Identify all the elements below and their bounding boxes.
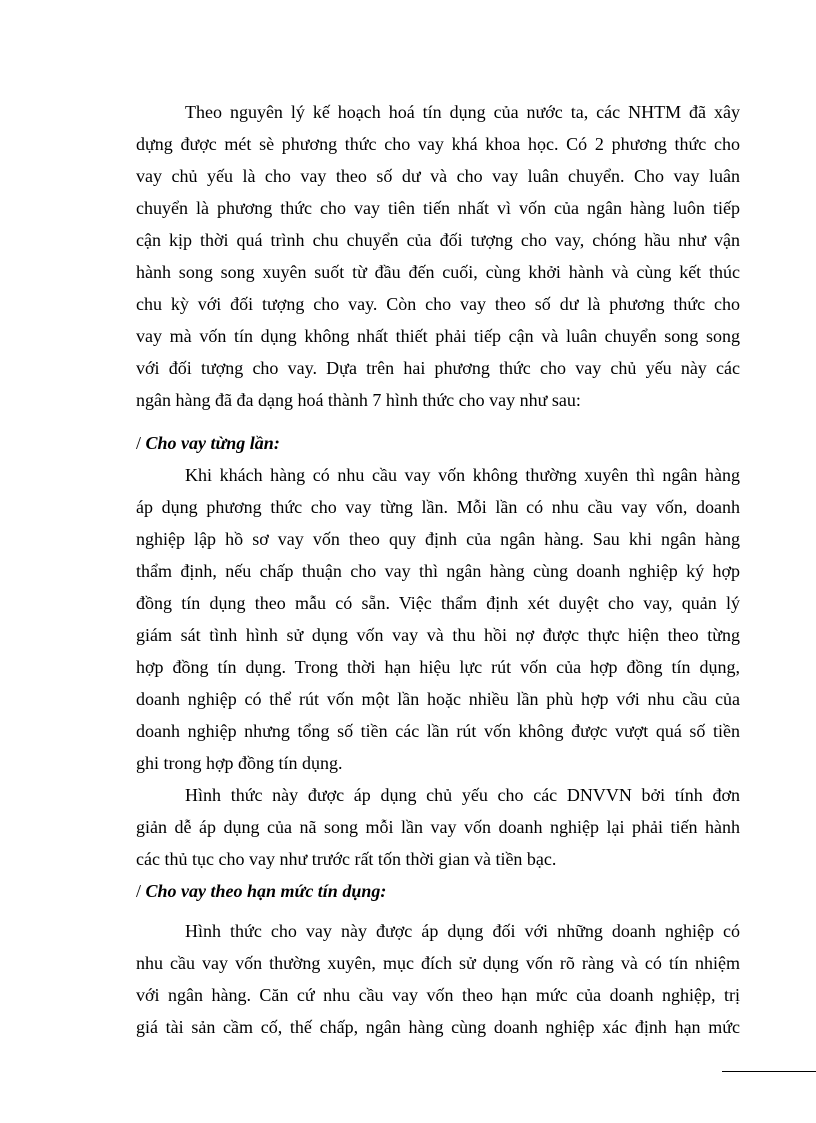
paragraph-line: nhu cầu vay vốn thường xuyên, mục đích sử dụng vốn rõ ràng và có tín nhiệm [136,953,740,973]
paragraph-line: doanh nghiệp nhưng tổng số tiền các lần rút vốn không được vượt quá số tiền [136,721,740,741]
paragraph-line: thẩm định, nếu chấp thuận cho vay thì ngân hàng cùng doanh nghiệp ký hợp [136,561,740,581]
paragraph-line: áp dụng phương thức cho vay từng lần. Mỗi lần có nhu cầu vay vốn, doanh [136,497,740,517]
paragraph-line: Hình thức cho vay này được áp dụng đối với những doanh nghiệp có [185,921,740,941]
paragraph-line: giá tài sản cầm cố, thế chấp, ngân hàng cùng doanh nghiệp xác định hạn mức [136,1017,740,1037]
paragraph-line: doanh nghiệp có thể rút vốn một lần hoặc nhiều lần phù hợp với nhu cầu của [136,689,740,709]
heading-prefix: / [136,433,142,453]
paragraph-line: Hình thức này được áp dụng chủ yếu cho các DNVVN bởi tính đơn [185,785,740,805]
paragraph-line: với ngân hàng. Căn cứ nhu cầu vay vốn theo hạn mức của doanh nghiệp, trị [136,985,740,1005]
paragraph-line: Khi khách hàng có nhu cầu vay vốn không thường xuyên thì ngân hàng [185,465,740,485]
heading-title: Cho vay theo hạn mức tín dụng: [145,881,387,901]
paragraph-line: nghiệp lập hồ sơ vay vốn theo quy định của ngân hàng. Sau khi ngân hàng [136,529,740,549]
paragraph-line: ngân hàng đã đa dạng hoá thành 7 hình thức cho vay như sau: [136,390,581,410]
section-heading [136,432,280,454]
footer-rule [722,1071,816,1072]
paragraph-line: dựng được mét sè phương thức cho vay khá khoa học. Có 2 phương thức cho [136,134,740,154]
paragraph-line: giản dễ áp dụng của nã song mỗi lần vay vốn doanh nghiệp lại phải tiến hành [136,817,740,837]
heading-prefix: / [136,881,142,901]
paragraph-line: cận kịp thời quá trình chu chuyển của đối tượng cho vay, chóng hầu như vận [136,230,740,250]
section-heading [136,880,386,902]
paragraph-line: đồng tín dụng theo mẫu có sẵn. Việc thẩm định xét duyệt cho vay, quản lý [136,593,740,613]
paragraph-line: chu kỳ với đối tượng cho vay. Còn cho vay theo số dư là phương thức cho [136,294,740,314]
paragraph-line: giám sát tình hình sử dụng vốn vay và thu hồi nợ được thực hiện theo từng [136,625,740,645]
paragraph-line: vay mà vốn tín dụng không nhất thiết phải tiếp cận và luân chuyển song song [136,326,740,346]
paragraph-line: chuyển là phương thức cho vay tiên tiến nhất vì vốn của ngân hàng luôn tiếp [136,198,740,218]
paragraph-line: các thủ tục cho vay như trước rất tốn thời gian và tiền bạc. [136,849,557,869]
paragraph-line: Theo nguyên lý kế hoạch hoá tín dụng của nước ta, các NHTM đã xây [185,102,740,122]
paragraph-line: vay chủ yếu là cho vay theo số dư và cho vay luân chuyển. Cho vay luân [136,166,740,186]
paragraph-line: với đối tượng cho vay. Dựa trên hai phương thức cho vay chủ yếu này các [136,358,740,378]
paragraph-line: hợp đồng tín dụng. Trong thời hạn hiệu lực rút vốn của hợp đồng tín dụng, [136,657,740,677]
paragraph-line: ghi trong hợp đồng tín dụng. [136,753,343,773]
paragraph-line: hành song song xuyên suốt từ đầu đến cuối, cùng khởi hành và cùng kết thúc [136,262,740,282]
heading-title: Cho vay từng lần: [145,433,280,453]
